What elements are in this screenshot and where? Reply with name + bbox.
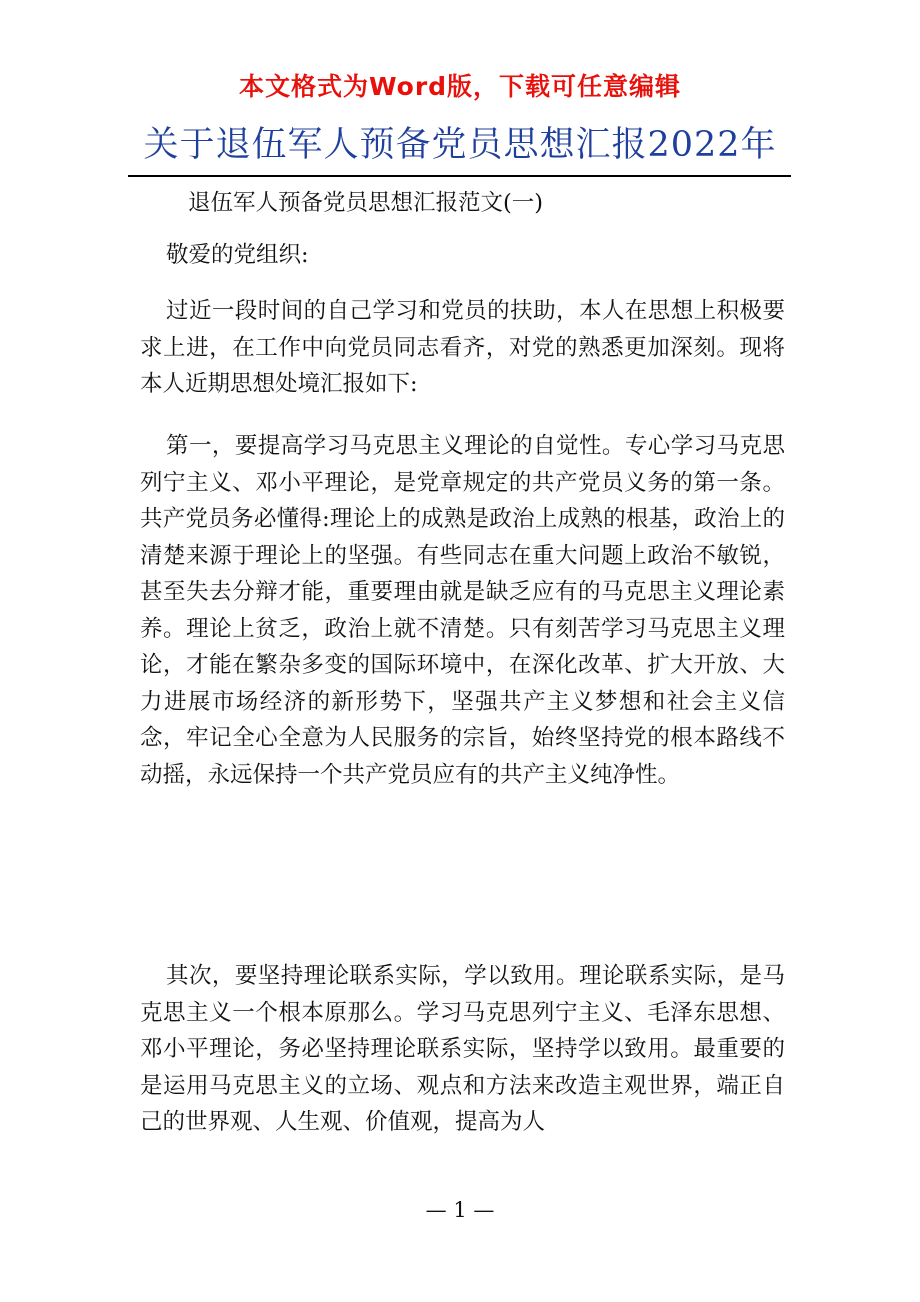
document-subtitle: 退伍军人预备党员思想汇报范文(一) [188, 190, 544, 216]
paragraph-3: 其次，要坚持理论联系实际，学以致用。理论联系实际，是马克思主义一个根本原那么。学习马克思列宁主义、毛泽东思想、邓小平理论，务必坚持理论联系实际，坚持学以致用。最重要的是运用马克思主义的立场、观点和方法来改造主观世界，端正自己的世界观、人生观、价值观，提高为人 [140, 963, 785, 1135]
page-number: — 1 — [425, 1198, 495, 1222]
download-banner: 本文格式为Word版，下载可任意编辑 [238, 72, 682, 101]
salutation: 敬爱的党组织: [166, 242, 309, 268]
document-title: 关于退伍军人预备党员思想汇报2022年 [143, 125, 777, 165]
paragraph-2: 第一，要提高学习马克思主义理论的自觉性。专心学习马克思列宁主义、邓小平理论，是党章规定的共产党员义务的第一条。共产党员务必懂得:理论上的成熟是政治上成熟的根基，政治上的清楚来源于理论上的坚强。有些同志在重大问题上政治不敏锐，甚至失去分辩才能，重要理由就是缺乏应有的马克思主义理论素养。理论上贫乏，政治上就不清楚。只有刻苦学习马克思主义理论，才能在繁杂多变的国际环境中，在深化改革、扩大开放、大力进展市场经济的新形势下，坚强共产主义梦想和社会主义信念，牢记全心全意为人民服务的宗旨，始终坚持党的根本路线不动摇，永远保持一个共产党员应有的共产主义纯净性。 [140, 433, 785, 788]
paragraph-1: 过近一段时间的自己学习和党员的扶助，本人在思想上积极要求上进，在工作中向党员同志看齐，对党的熟悉更加深刻。现将本人近期思想处境汇报如下: [140, 298, 785, 397]
title-divider [128, 175, 791, 177]
